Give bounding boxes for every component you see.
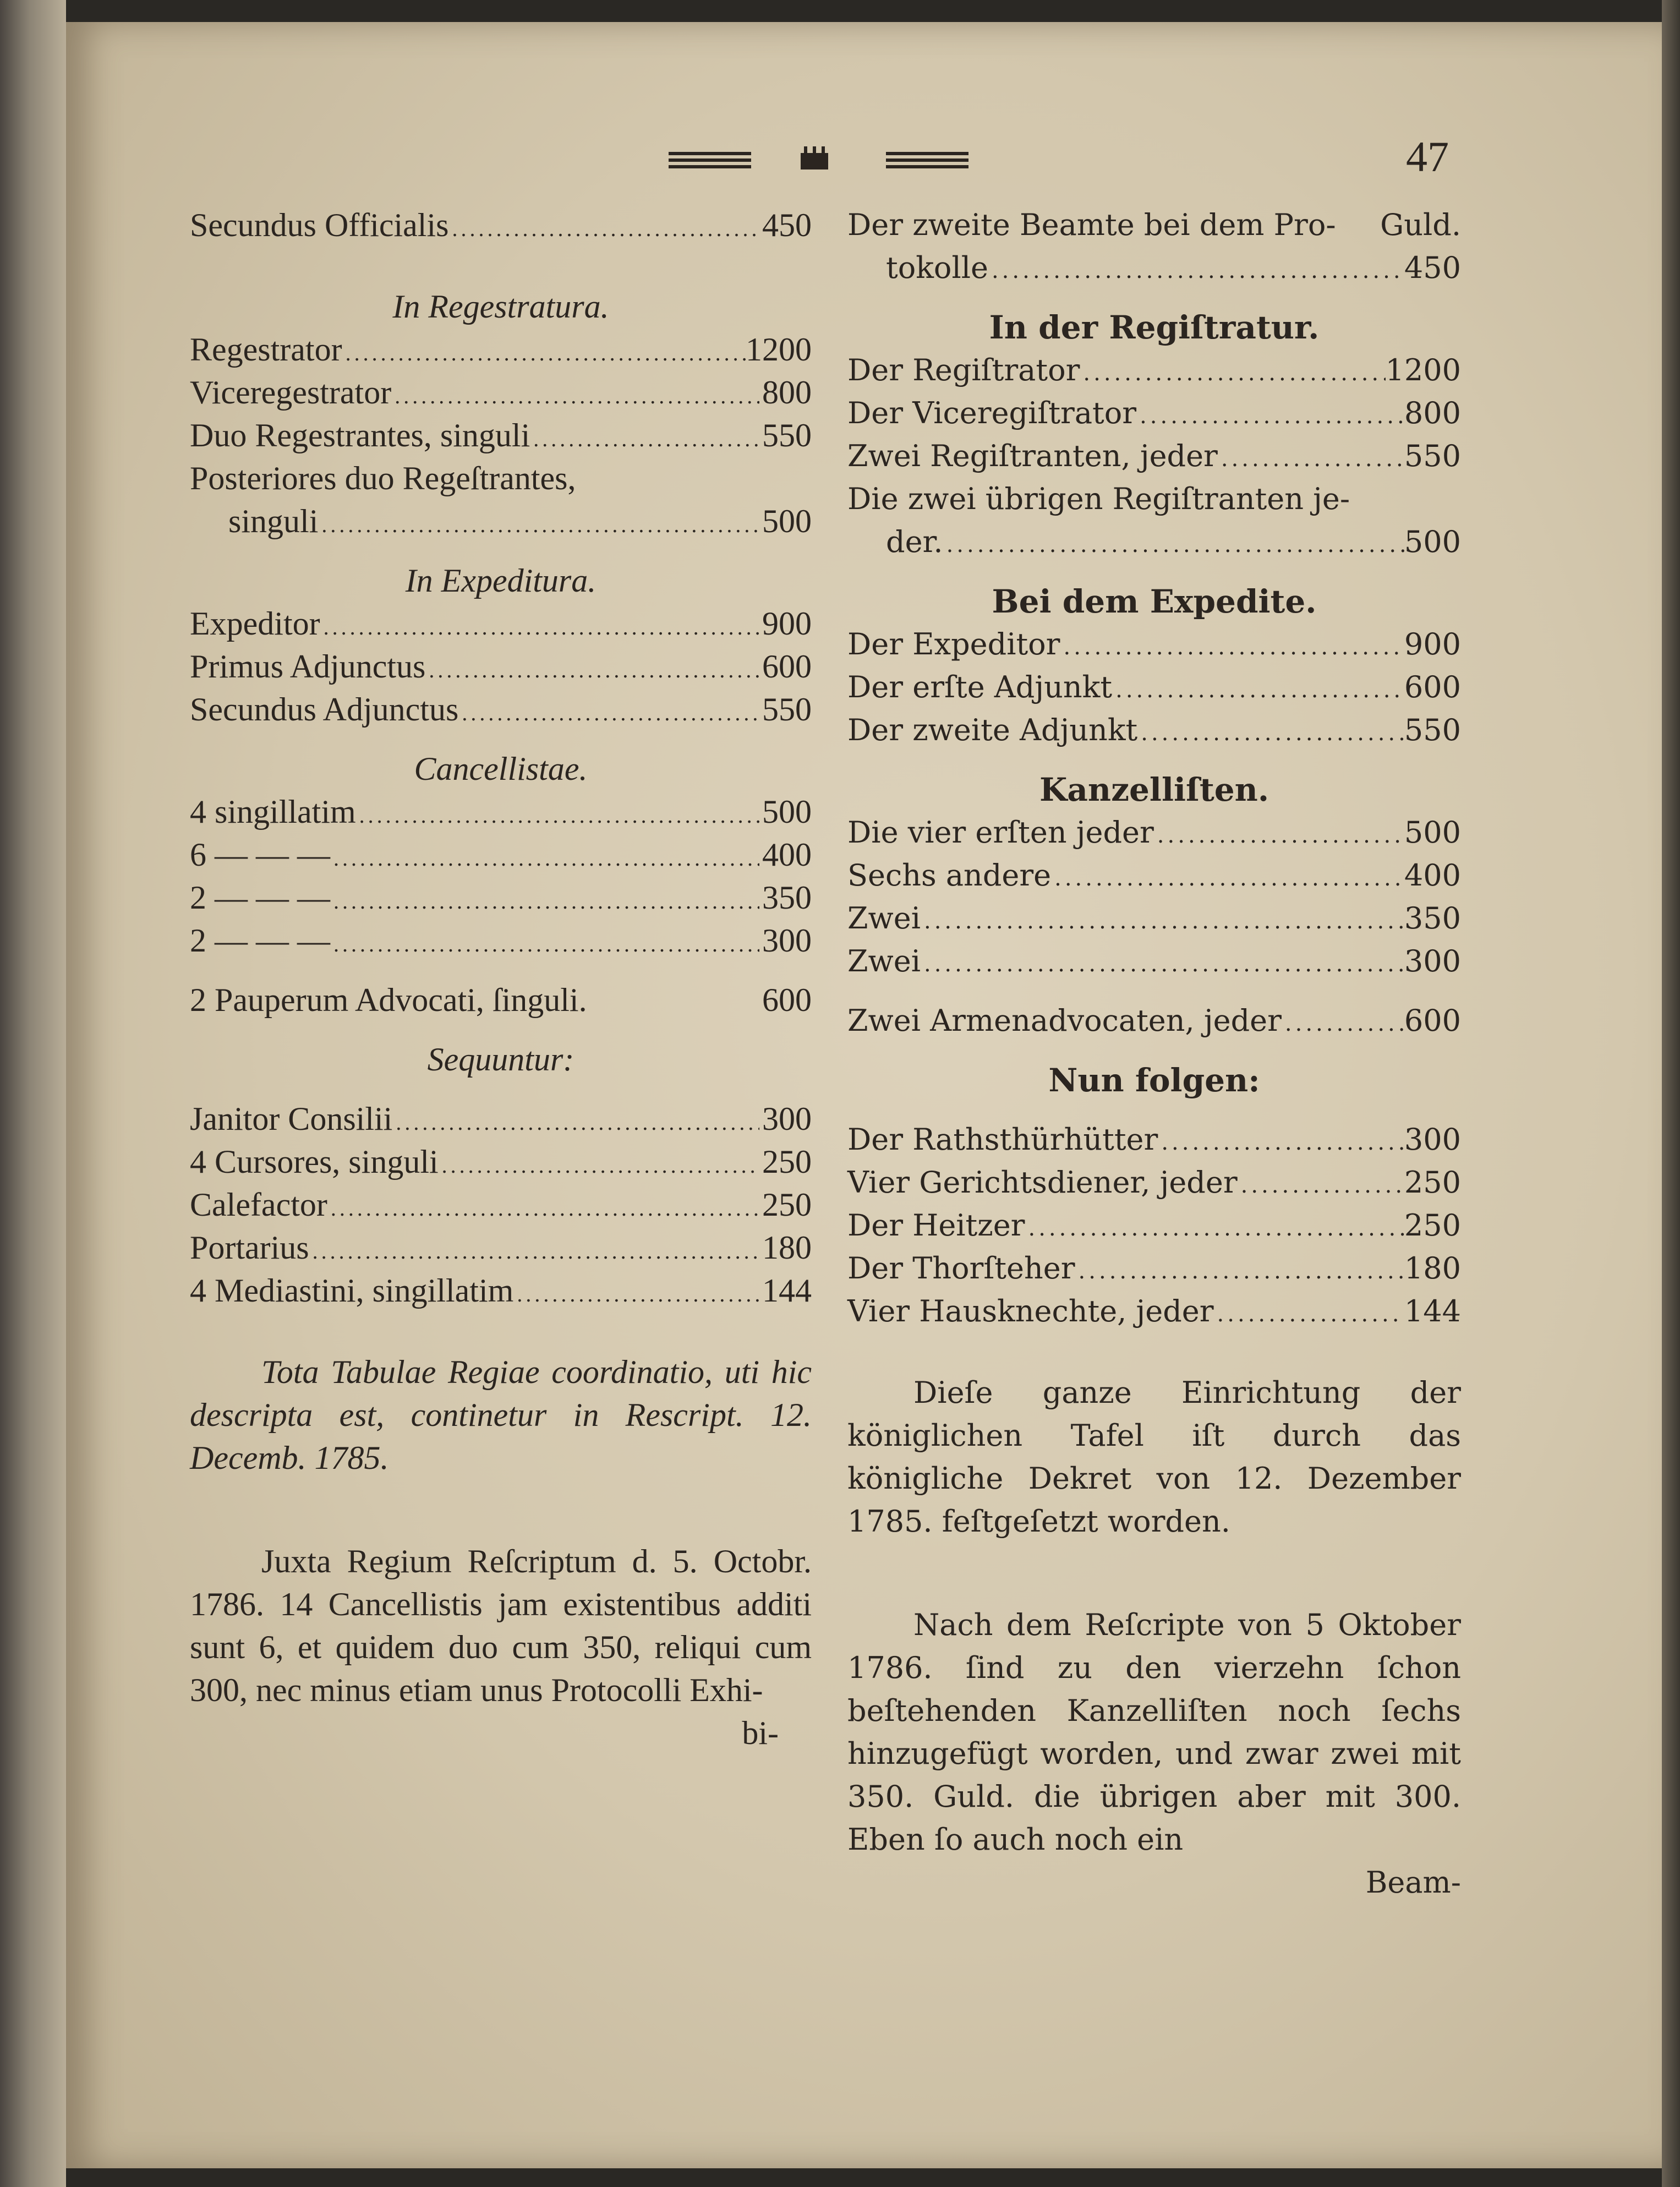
paragraph: Tota Tabulae Regiae coordinatio, uti hic descripta est, continetur in Rescript. 12. Decemb. 1785. (190, 1354, 812, 1476)
row-value: 500 (1404, 524, 1461, 559)
row-value: 600 (762, 648, 812, 685)
table-row (847, 1290, 1461, 1333)
row-label: Zwei Regiſtranten, jeder (847, 439, 1218, 473)
row-value: 250 (1404, 1208, 1461, 1243)
row-value: 450 (762, 207, 812, 243)
row-label: Der erſte Adjunkt (847, 670, 1113, 704)
table-row (847, 392, 1461, 435)
table-row (847, 940, 1461, 983)
table-row (847, 1247, 1461, 1290)
row-label: Janitor Consilii (190, 1101, 393, 1137)
section-heading: Sequuntur: (427, 1041, 574, 1078)
section-heading: In Expeditura. (405, 562, 597, 599)
row-label: 2 Pauperum Advocati, ſinguli. (190, 982, 587, 1018)
row-label: Der Thorſteher (847, 1251, 1075, 1286)
header-ornament (669, 144, 977, 177)
row-value: 300 (1404, 1122, 1461, 1157)
row-label: Secundus Adjunctus (190, 691, 459, 728)
table-row (847, 349, 1461, 392)
row-label: Zwei Armenadvocaten, jeder (847, 1003, 1282, 1038)
table-row (190, 876, 812, 919)
table-row (190, 919, 812, 962)
row-label: Sechs andere (847, 858, 1052, 893)
row-label: Viceregestrator (190, 374, 392, 411)
table-row (190, 500, 812, 543)
table-row (190, 790, 812, 833)
row-label: Primus Adjunctus (190, 648, 426, 685)
row-label: Der Heitzer (847, 1208, 1025, 1243)
table-row (190, 688, 812, 731)
row-value: 500 (762, 794, 812, 830)
table-row (190, 204, 812, 247)
table-row (847, 897, 1461, 940)
row-value: 350 (762, 879, 812, 916)
row-label: Die zwei übrigen Regiſtranten je- (847, 482, 1350, 516)
row-label: Der Expeditor (847, 627, 1060, 661)
table-row (847, 854, 1461, 897)
row-value: 600 (762, 982, 812, 1018)
table-row (190, 1183, 812, 1226)
row-value: 500 (762, 503, 812, 539)
table-row (847, 435, 1461, 478)
row-value: 1200 (1385, 353, 1461, 387)
table-row (190, 414, 812, 457)
table-row (847, 1204, 1461, 1247)
page-edge (1662, 0, 1680, 2187)
row-label: Der Rathsthürhütter (847, 1122, 1158, 1157)
table-row (190, 371, 812, 414)
leader-dots (448, 207, 759, 250)
row-value: 550 (762, 691, 812, 728)
row-value: 180 (1404, 1251, 1461, 1286)
table-row (847, 666, 1461, 709)
row-label: 6 — — — (190, 836, 330, 873)
row-label: Der Viceregiſtrator (847, 396, 1137, 430)
row-label: Posteriores duo Regeſtrantes, (190, 460, 576, 496)
row-value: 800 (1404, 396, 1461, 430)
row-value: 180 (762, 1229, 812, 1266)
row-label: Der zweite Adjunkt (847, 713, 1138, 747)
book-gutter-shadow (0, 0, 66, 2187)
row-value: 300 (762, 1101, 812, 1137)
table-row (847, 1161, 1461, 1204)
table-row (190, 328, 812, 371)
row-label: Vier Hausknechte, jeder (847, 1294, 1214, 1328)
table-row (847, 204, 1461, 247)
section-heading: In Regestratura. (392, 288, 609, 325)
row-value: 250 (762, 1187, 812, 1223)
table-row (190, 602, 812, 645)
row-label: 4 singillatim (190, 794, 356, 830)
table-row (190, 1097, 812, 1140)
latin-column (190, 204, 812, 1754)
table-row (190, 1269, 812, 1312)
german-column (847, 204, 1461, 1904)
table-row (847, 247, 1461, 289)
row-label: Portarius (190, 1229, 309, 1266)
row-label: 2 — — — (190, 879, 330, 916)
table-row (190, 645, 812, 688)
currency-label: Guld. (1380, 207, 1461, 242)
table-row (847, 623, 1461, 666)
row-value: 450 (1404, 250, 1461, 285)
row-label: Der Regiſtrator (847, 353, 1080, 387)
row-label: Der zweite Beamte bei dem Pro- (847, 207, 1336, 242)
row-label: 4 Mediastini, singillatim (190, 1272, 514, 1309)
row-value: 550 (1404, 439, 1461, 473)
row-label: Vier Gerichtsdiener, jeder (847, 1165, 1238, 1200)
row-value: 550 (1404, 713, 1461, 747)
row-value: 600 (1404, 1003, 1461, 1038)
section-heading: In der Regiſtratur. (989, 309, 1320, 346)
row-label-cont: tokolle (886, 250, 988, 285)
table-row (190, 978, 812, 1021)
row-label: Calefactor (190, 1187, 327, 1223)
row-value: 400 (762, 836, 812, 873)
paragraph: Dieſe ganze Einrichtung der königlichen Tafel iſt durch das königliche Dekret von 12. Dezember 1785. feſtgeſetzt worden. (847, 1375, 1461, 1539)
table-row (847, 709, 1461, 752)
catchword: bi- (742, 1715, 779, 1751)
table-row (847, 811, 1461, 854)
table-row (847, 521, 1461, 564)
row-value: 144 (762, 1272, 812, 1309)
section-heading: Cancellistae. (414, 751, 588, 787)
row-value: 400 (1404, 858, 1461, 893)
row-value: 350 (1404, 901, 1461, 936)
page-number: 47 (1406, 133, 1449, 181)
row-value: 300 (1404, 944, 1461, 978)
row-value: 144 (1404, 1294, 1461, 1328)
row-label: Expeditor (190, 605, 320, 642)
catchword: Beam- (1365, 1865, 1461, 1900)
row-value: 250 (1404, 1165, 1461, 1200)
row-label: Zwei (847, 944, 921, 978)
row-value: 250 (762, 1144, 812, 1180)
section-heading: Kanzelliſten. (1039, 771, 1269, 808)
row-label: Duo Regestrantes, singuli (190, 417, 530, 453)
paragraph: Juxta Regium Reſcriptum d. 5. Octobr. 1786. 14 Cancellistis jam existentibus additi sunt 6, et quidem duo cum 350, reliqui cum 300, nec minus etiam unus Protocolli Exhi- (190, 1543, 812, 1708)
section-heading: Nun folgen: (1048, 1062, 1260, 1099)
row-label: Die vier erſten jeder (847, 815, 1154, 850)
row-label: Regestrator (190, 331, 342, 368)
row-value: 900 (1404, 627, 1461, 661)
section-heading: Bei dem Expedite. (992, 583, 1317, 620)
table-row (190, 833, 812, 876)
row-value: 800 (762, 374, 812, 411)
row-value: 1200 (746, 331, 812, 368)
row-label: Secundus Officialis (190, 207, 449, 243)
row-label-cont: der. (886, 524, 943, 559)
table-row (190, 1140, 812, 1183)
table-row (190, 1226, 812, 1269)
row-label: 2 — — — (190, 922, 330, 959)
row-value: 900 (762, 605, 812, 642)
paragraph: Nach dem Reſcripte von 5 Oktober 1786. ſind zu den vierzehn ſchon beſtehenden Kanzelliſten noch ſechs hinzugefügt worden, und zwar zwei mit 350. Guld. die übrigen aber mit 300. Eben ſo auch noch ein (847, 1608, 1461, 1857)
row-value: 500 (1404, 815, 1461, 850)
row-label: 4 Cursores, singuli (190, 1144, 439, 1180)
row-value: 600 (1404, 670, 1461, 704)
table-row (847, 999, 1461, 1042)
table-row (847, 1118, 1461, 1161)
row-label: Zwei (847, 901, 921, 936)
row-value: 300 (762, 922, 812, 959)
row-value: 550 (762, 417, 812, 453)
row-label-cont: singuli (228, 503, 319, 539)
